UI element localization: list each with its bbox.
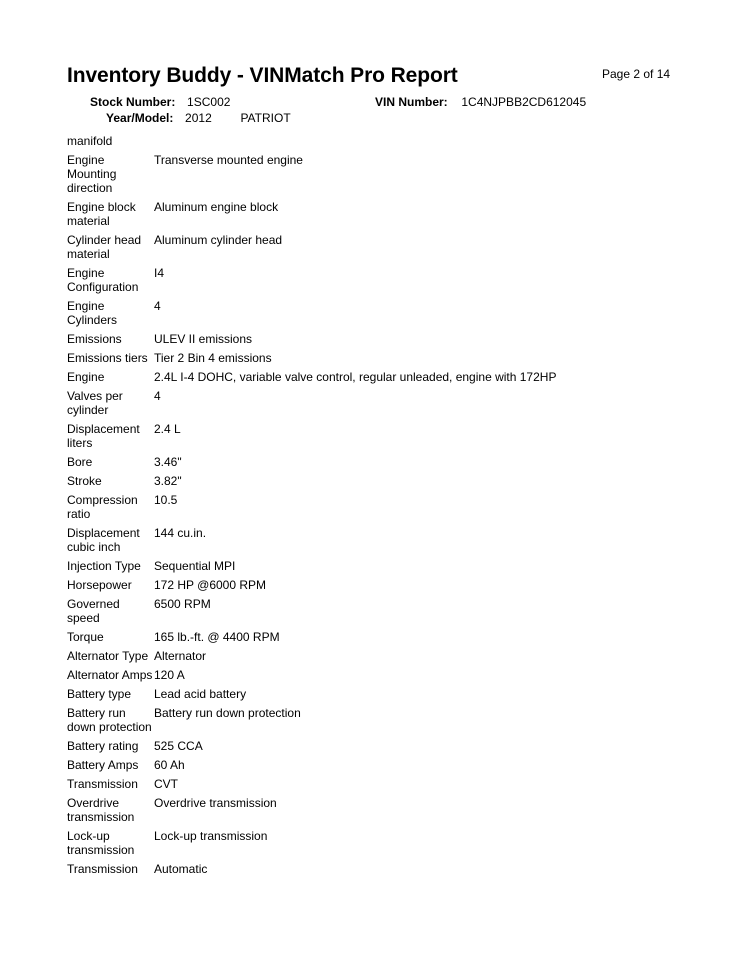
spec-row — [67, 685, 707, 704]
vin-number-label: VIN Number: — [375, 95, 448, 109]
spec-row — [67, 472, 707, 491]
spec-value: 120 A — [154, 668, 185, 682]
spec-value: Tier 2 Bin 4 emissions — [154, 351, 272, 365]
spec-label: Battery run down protection — [67, 706, 152, 734]
spec-label: Engine block material — [67, 200, 136, 228]
spec-row — [67, 737, 707, 756]
spec-label: Emissions tiers — [67, 351, 148, 365]
spec-label: Transmission — [67, 777, 138, 791]
stock-number-field — [90, 95, 230, 109]
spec-row — [67, 794, 707, 827]
spec-label: Displacement liters — [67, 422, 140, 450]
spec-row — [67, 330, 707, 349]
spec-label: Governed speed — [67, 597, 120, 625]
spec-label: Cylinder head material — [67, 233, 142, 261]
spec-label: Engine Configuration — [67, 266, 139, 294]
spec-row — [67, 231, 707, 264]
spec-row — [67, 420, 707, 453]
spec-row — [67, 628, 707, 647]
spec-label: manifold — [67, 134, 113, 148]
page-number: Page 2 of 14 — [602, 67, 671, 81]
spec-row — [67, 349, 707, 368]
spec-row — [67, 576, 707, 595]
spec-value: 144 cu.in. — [154, 526, 207, 540]
spec-value: Alternator — [154, 649, 207, 663]
spec-label: Horsepower — [67, 578, 132, 592]
spec-value: 60 Ah — [154, 758, 185, 772]
spec-value: 525 CCA — [154, 739, 203, 753]
spec-label: Displacement cubic inch — [67, 526, 140, 554]
spec-label: Engine Cylinders — [67, 299, 118, 327]
spec-row — [67, 387, 707, 420]
spec-label: Injection Type — [67, 559, 141, 573]
spec-row — [67, 524, 707, 557]
spec-value: 2.4 L — [154, 422, 181, 436]
spec-value: I4 — [154, 266, 165, 280]
spec-row — [67, 860, 707, 879]
spec-value: Transverse mounted engine — [154, 153, 303, 167]
spec-value: Aluminum cylinder head — [154, 233, 283, 247]
year-model-label: Year/Model: — [106, 111, 174, 125]
spec-label: Lock-up transmission — [67, 829, 135, 857]
spec-row — [67, 491, 707, 524]
spec-row — [67, 647, 707, 666]
report-title: Inventory Buddy - VINMatch Pro Report — [67, 64, 458, 87]
model-value: PATRIOT — [240, 111, 291, 125]
year-value: 2012 — [185, 111, 212, 125]
spec-label: Emissions — [67, 332, 122, 346]
spec-row — [67, 827, 707, 860]
spec-value: Automatic — [154, 862, 208, 876]
spec-row — [67, 595, 707, 628]
spec-value: Overdrive transmission — [154, 796, 277, 810]
spec-row — [67, 453, 707, 472]
spec-value: Sequential MPI — [154, 559, 236, 573]
spec-value: 2.4L I-4 DOHC, variable valve control, regular unleaded, engine with 172HP — [154, 370, 557, 384]
spec-value: 4 — [154, 299, 161, 313]
spec-label: Battery Amps — [67, 758, 139, 772]
spec-value: 10.5 — [154, 493, 178, 507]
spec-label: Battery rating — [67, 739, 139, 753]
stock-number-value: 1SC002 — [187, 95, 231, 109]
spec-row — [67, 368, 707, 387]
spec-label: Stroke — [67, 474, 102, 488]
spec-label: Engine — [67, 370, 105, 384]
spec-label: Valves per cylinder — [67, 389, 123, 417]
spec-value: 3.82" — [154, 474, 182, 488]
spec-label: Alternator Amps — [67, 668, 153, 682]
spec-value: 4 — [154, 389, 161, 403]
spec-value: 3.46" — [154, 455, 182, 469]
spec-label: Transmission — [67, 862, 138, 876]
spec-table — [67, 132, 707, 879]
stock-number-label: Stock Number: — [90, 95, 176, 109]
spec-label: Engine Mounting direction — [67, 153, 117, 195]
spec-label: Alternator Type — [67, 649, 149, 663]
spec-label: Overdrive transmission — [67, 796, 135, 824]
vin-number-value: 1C4NJPBB2CD612045 — [461, 95, 587, 109]
spec-value: Aluminum engine block — [154, 200, 279, 214]
spec-row — [67, 557, 707, 576]
spec-row — [67, 666, 707, 685]
spec-value: 6500 RPM — [154, 597, 211, 611]
spec-value: CVT — [154, 777, 178, 791]
vin-number-field — [375, 95, 586, 109]
spec-label: Battery type — [67, 687, 132, 701]
year-model-field — [106, 111, 291, 125]
spec-label: Torque — [67, 630, 104, 644]
spec-value: Battery run down protection — [154, 706, 301, 720]
spec-value: Lead acid battery — [154, 687, 247, 701]
spec-row — [67, 297, 707, 330]
spec-value: Lock-up transmission — [154, 829, 268, 843]
spec-row — [67, 775, 707, 794]
spec-row — [67, 704, 707, 737]
spec-value: ULEV II emissions — [154, 332, 253, 346]
spec-row — [67, 132, 707, 151]
spec-row — [67, 198, 707, 231]
spec-value: 165 lb.-ft. @ 4400 RPM — [154, 630, 280, 644]
spec-row — [67, 756, 707, 775]
spec-row — [67, 264, 707, 297]
spec-row — [67, 151, 707, 198]
spec-label: Bore — [67, 455, 93, 469]
spec-label: Compression ratio — [67, 493, 138, 521]
spec-value: 172 HP @6000 RPM — [154, 578, 267, 592]
